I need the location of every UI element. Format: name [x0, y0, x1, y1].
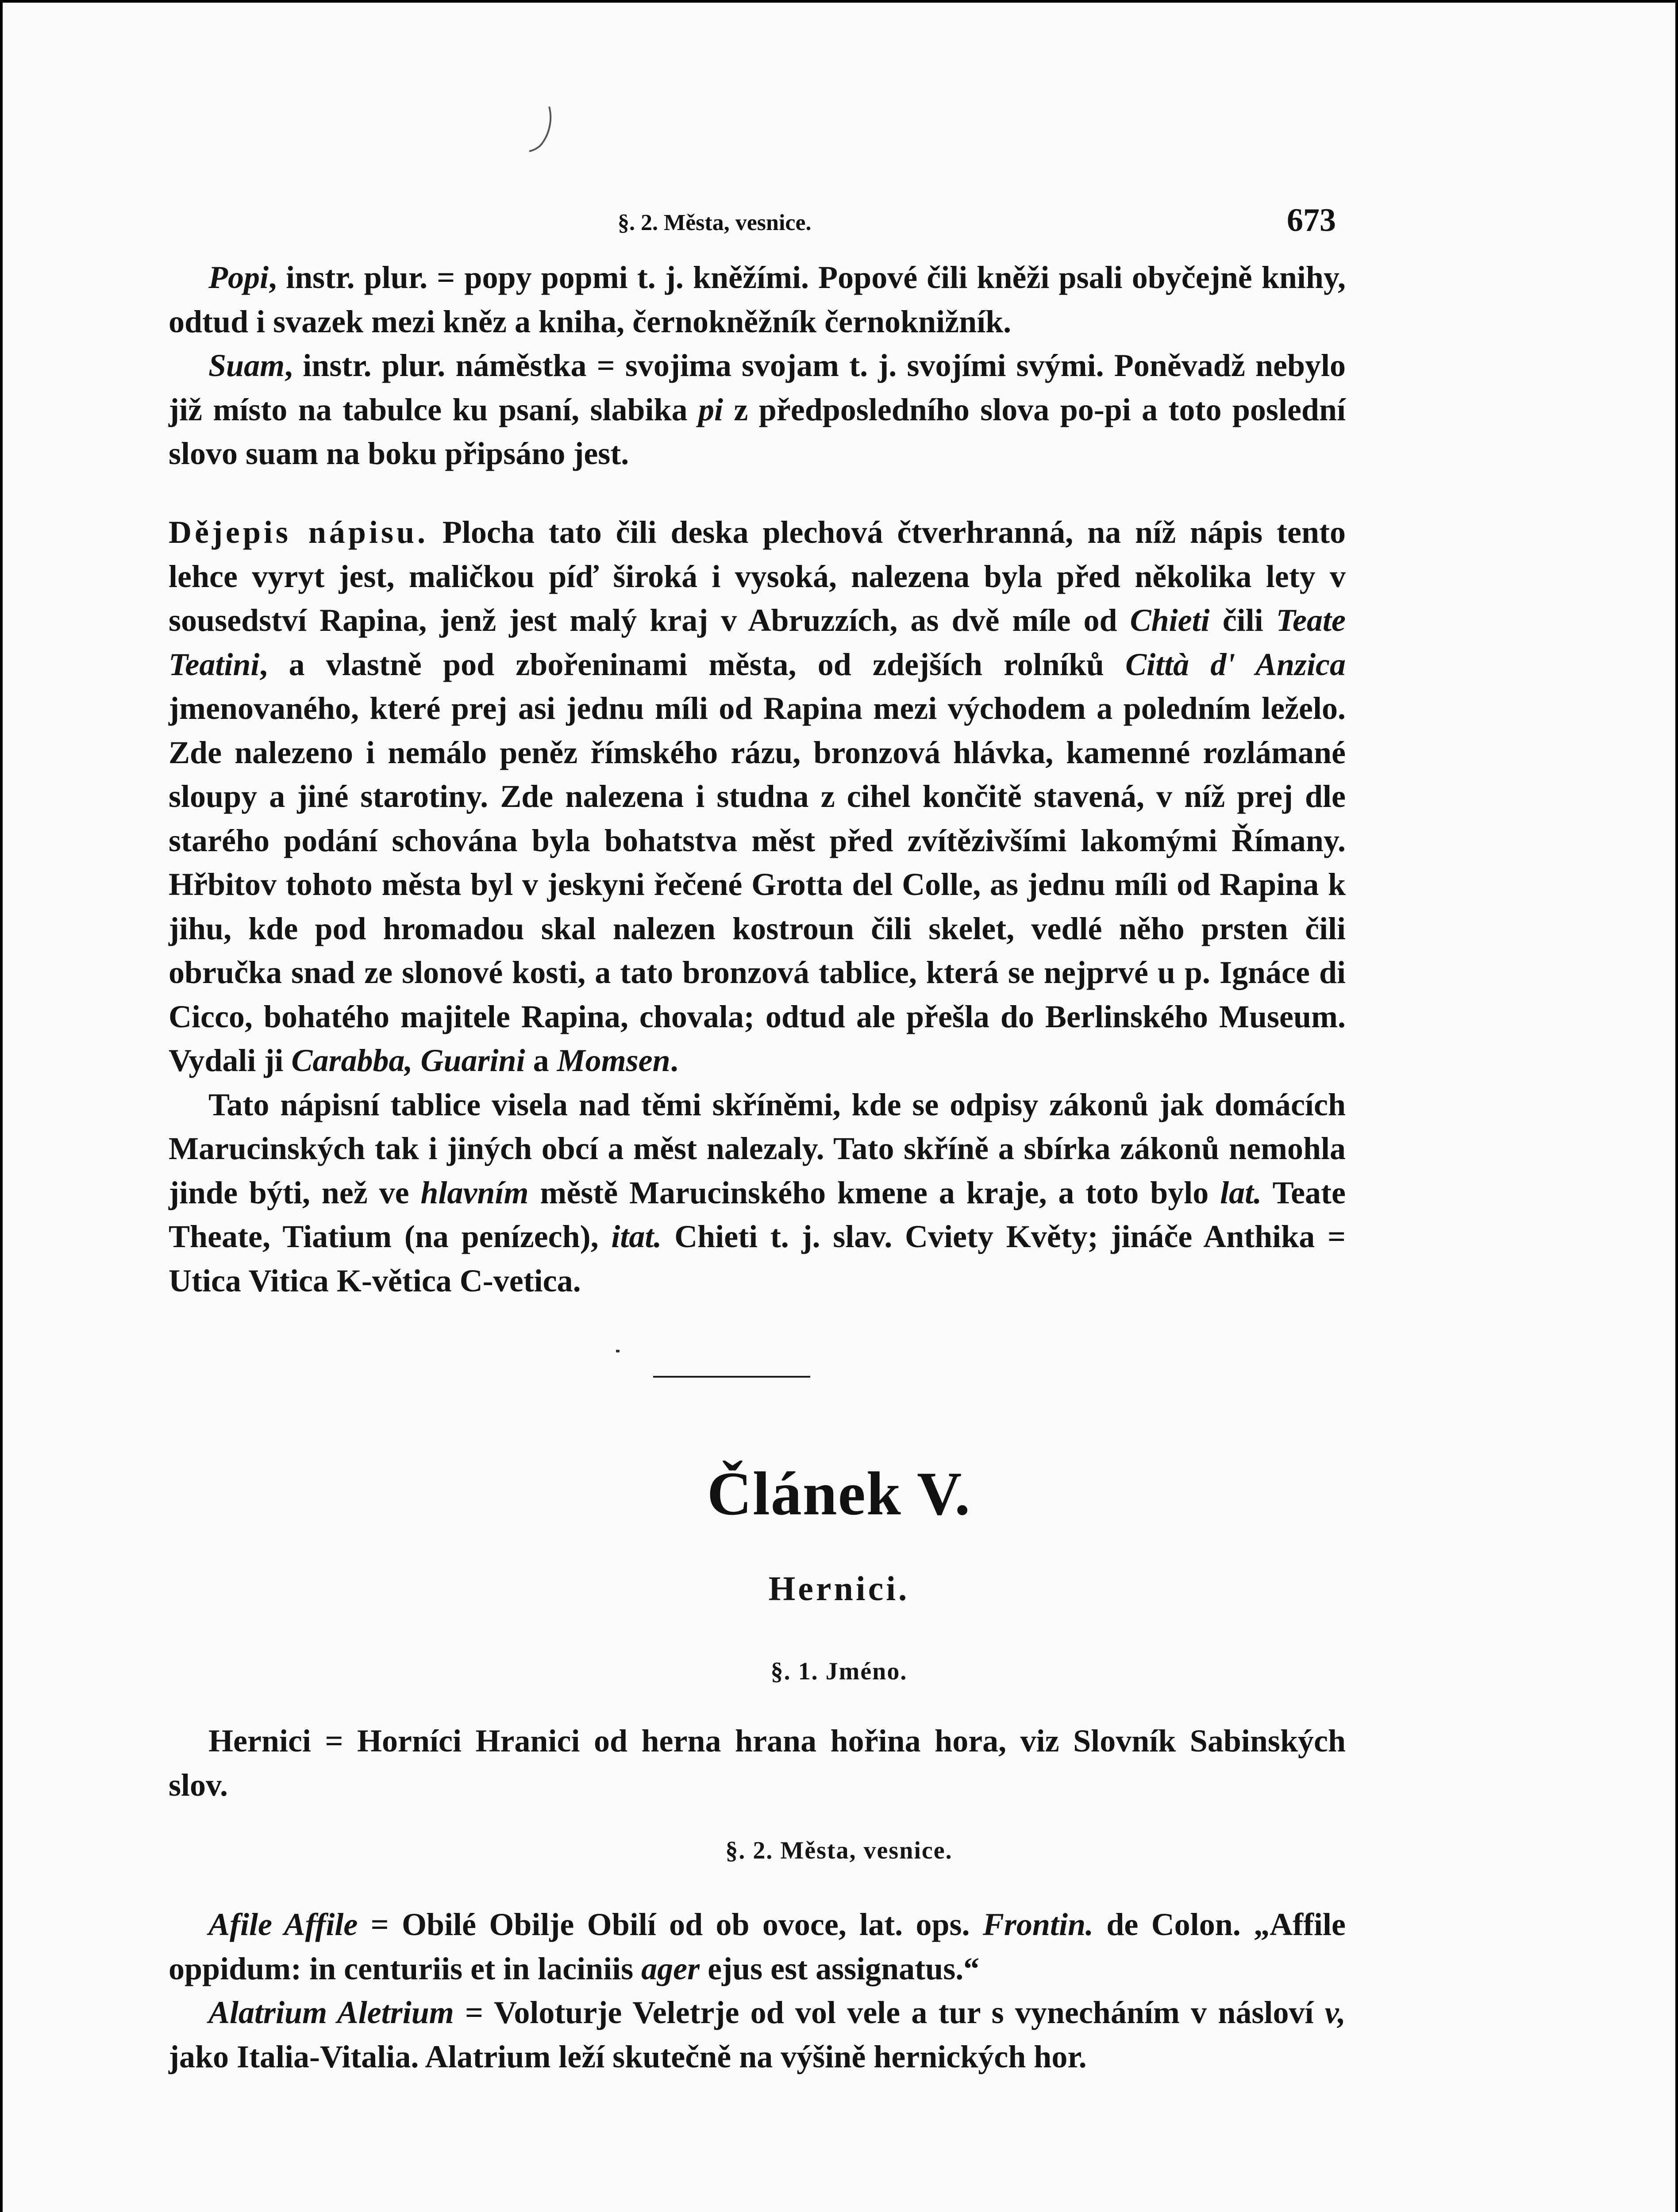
book-page	[3, 3, 1675, 2212]
paragraph-tablet: Tato nápisní tablice visela nad těmi skříněmi, kde se odpisy zákonů jak domácích Marucinských tak i jiných obcí a měst nalezaly. Tato skříně a sbírka zákonů nemohla jinde býti, než ve hlavním městě Marucinského kmene a kraje, a toto bylo lat. Teate Theate, Tiatium (na penízech), itat. Chieti t. j. slav. Cviety Květy; jináče Anthika = Utica Vitica K-větica C-vetica.	[169, 1087, 1346, 1298]
article-subtitle: Hernici.	[768, 1569, 910, 1608]
article-title: Článek V.	[707, 1459, 971, 1528]
section-2-heading: §. 2. Města, vesnice.	[725, 1837, 953, 1864]
paragraph-history: Dějepis nápisu. Plocha tato čili deska plechová čtverhranná, na níž nápis tento lehce vyryt jest, maličkou píď široká i vysoká, nalezena byla před několika lety v sousedství Rapina, jenž jest malý kraj v Abruzzích, as dvě míle od Chieti čili Teate Teatini, a vlastně pod zbořeninami města, od zdejších rolníků Città d' Anzica jmenovaného, které prej asi jednu míli od Rapina mezi východem a poledním leželo. Zde nalezeno i nemálo peněz římského rázu, bronzová hlávka, kamenné rozlámané sloupy a jiné starotiny. Zde nalezena i studna z cihel končitě stavená, v níž prej dle starého podání schována byla bohatstva měst před zvítězivšími lakomými Římany. Hřbitov tohoto města byl v jeskyni řečené Grotta del Colle, as jednu míli od Rapina k jihu, kde pod hromadou skal nalezen kostroun čili skelet, vedlé něho prsten čili obručka snad ze slonové kosti, a tato bronzová tablice, která se nejprvé u p. Ignáce di Cicco, bohatého majitele Rapina, chovala; odtud ale přešla do Berlinského Museum. Vydali ji Carabba, Guarini a Momsen.	[169, 515, 1346, 1078]
running-head-title: §. 2. Města, vesnice.	[618, 210, 812, 235]
section-divider	[653, 1376, 810, 1378]
term-popi: Popi	[208, 260, 269, 295]
term-suam: Suam	[208, 348, 285, 383]
paragraph-hernici: Hernici = Horníci Hranici od herna hrana hořina hora, viz Slovník Sabinských slov.	[169, 1723, 1346, 1803]
pencil-mark	[525, 104, 560, 153]
ink-speck	[616, 1350, 620, 1352]
section-1-heading: §. 1. Jméno.	[770, 1658, 908, 1685]
top-block	[169, 256, 1346, 476]
paragraph-alatrium: Alatrium Aletrium = Voloturje Veletrje od vol vele a tur s vynecháním v násloví v, jako Italia-Vitalia. Alatrium leží skutečně na výšině hernických hor.	[169, 1995, 1346, 2074]
running-head	[197, 202, 1348, 242]
page-number: 673	[1287, 202, 1336, 238]
history-heading: Dějepis nápisu.	[169, 515, 429, 550]
paragraph-popi: Popi, instr. plur. = popy popmi t. j. kněžími. Popové čili kněži psali obyčejně knihy, odtud i svazek mezi kněz a kniha, černokněžník černoknižník.	[169, 260, 1346, 339]
history-block	[169, 511, 1346, 1303]
section-2-block	[169, 1903, 1346, 2079]
paragraph-suam: Suam, instr. plur. náměstka = svojima svojam t. j. svojími svými. Poněvadž nebylo již místo na tabulce ku psaní, slabika pi z předposledního slova po-pi a toto poslední slovo suam na boku připsáno jest.	[169, 348, 1346, 471]
section-1-block	[169, 1719, 1346, 1807]
paragraph-afile: Afile Affile = Obilé Obilje Obilí od ob ovoce, lat. ops. Frontin. de Colon. „Affile oppidum: in centuriis et in laciniis ager ejus est assignatus.“	[169, 1907, 1346, 1986]
